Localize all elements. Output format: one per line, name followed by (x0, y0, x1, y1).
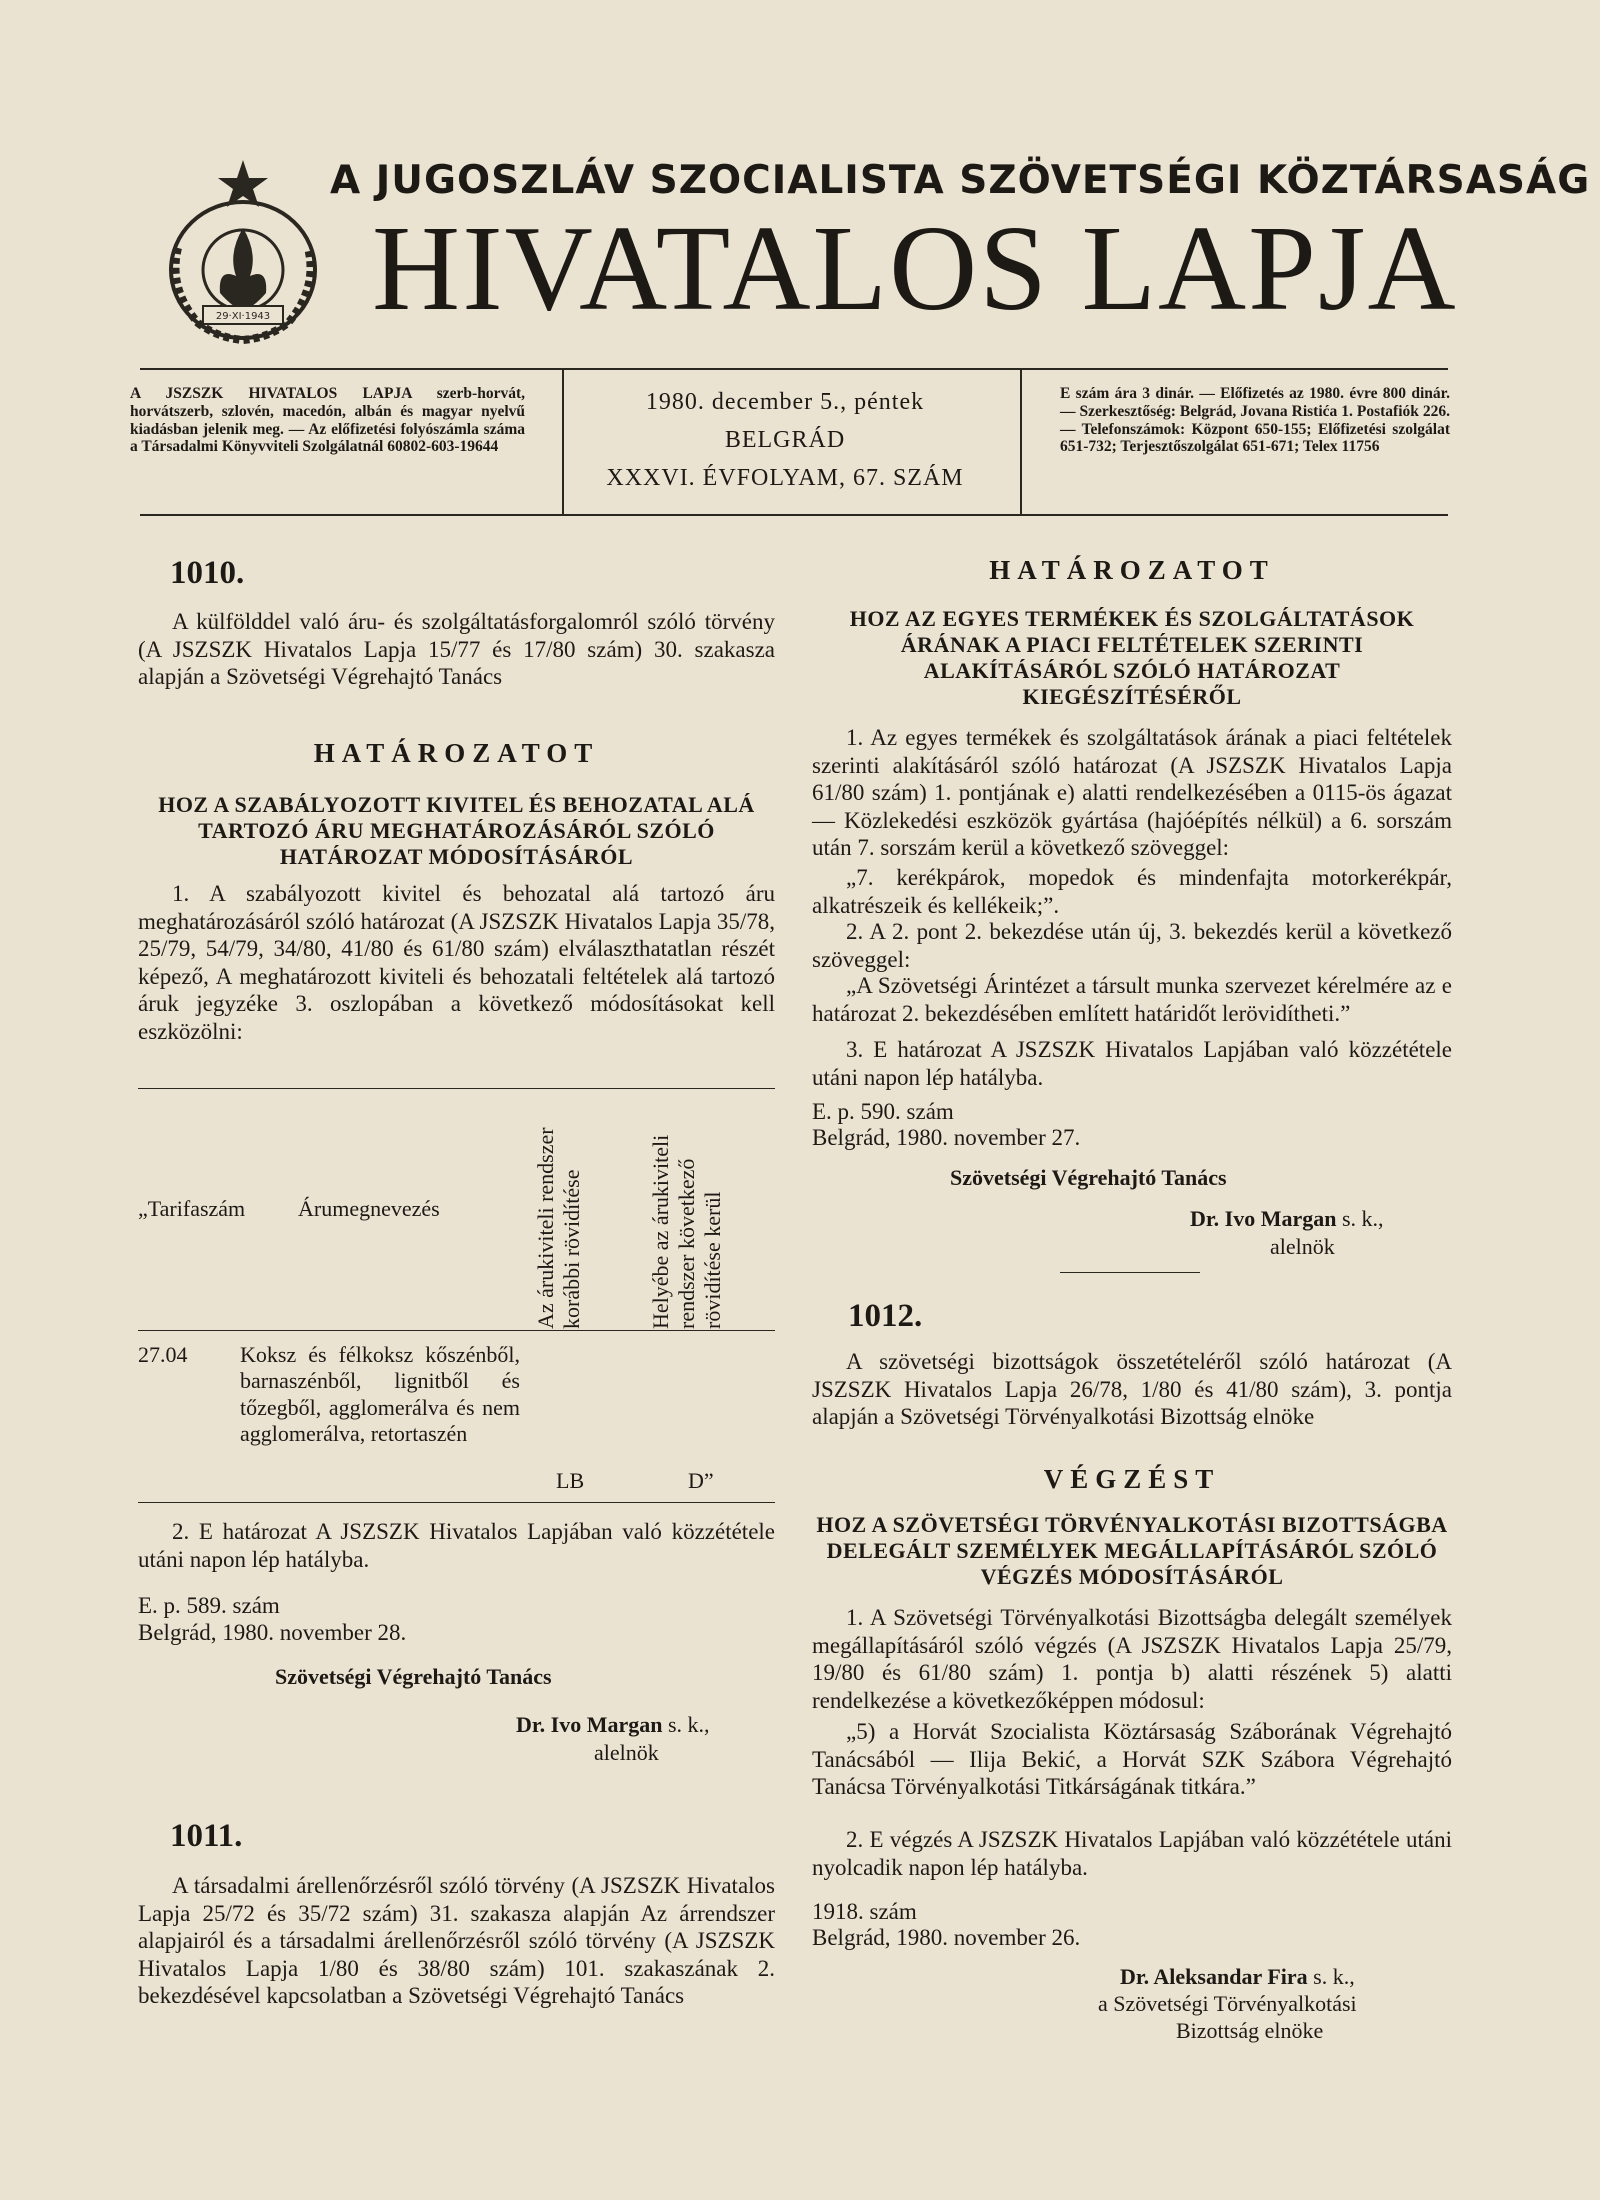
signer-name-cont: Dr. Ivo Margan (1190, 1206, 1337, 1231)
para-1-1012: 1. A Szövetségi Törvényalkotási Bizottságba delegált személyek megállapításáról szóló végzés (A JSZSZK Hivatalos Lapja 25/79, 19/80 és 61/80 szám) 1. pontja b) alatti részének 5) alatti rendelkezése a következőképpen módosul: (812, 1605, 1452, 1713)
signer-role-1012-line1: a Szövetségi Törvényalkotási (1098, 1991, 1357, 2016)
issue-number: XXXVI. ÉVFOLYAM, 67. SZÁM (606, 464, 964, 491)
cell-tariff: 27.04 (138, 1342, 188, 1367)
ref-1010: E. p. 589. szám (138, 1593, 280, 1618)
date-cont: Belgrád, 1980. november 27. (812, 1125, 1081, 1150)
state-emblem (148, 158, 338, 353)
header-divider-1 (562, 370, 564, 514)
para-3-cont: 3. E határozat A JSZSZK Hivatalos Lapjában való közzététele utáni napon lép hatályba. (812, 1037, 1452, 1090)
section-number-1010: 1010. (170, 555, 245, 591)
header-issue-info (565, 384, 1005, 498)
doc-type-cont: HATÁROZATOT (989, 555, 1275, 585)
para-2-1010: 2. E határozat A JSZSZK Hivatalos Lapjában való közzététele utáni napon lép hatályba. (138, 1519, 775, 1572)
para-2-cont: 2. A 2. pont 2. bekezdése után új, 3. bekezdés kerül a következő szöveggel: (812, 919, 1452, 972)
signature-1010 (516, 1712, 710, 1738)
table-bottom-rule (138, 1502, 775, 1503)
date-1012: Belgrád, 1980. november 26. (812, 1925, 1081, 1950)
signer-name-1012: Dr. Aleksandar Fira (1120, 1964, 1308, 1989)
emblem-icon (148, 158, 338, 353)
ref-cont: E. p. 590. szám (812, 1099, 954, 1124)
intro-1010: A külfölddel való áru- és szolgáltatásforgalomról szóló törvény (A JSZSZK Hivatalos Lapja 15/77 és 17/80 szám) 30. szakasza alapján a Szövetségi Végrehajtó Tanács (138, 609, 775, 690)
cell-old: LB (556, 1468, 585, 1493)
amendment-table (138, 1088, 775, 1508)
title-cont: HOZ AZ EGYES TERMÉKEK ÉS SZOLGÁLTATÁSOK ÁRÁNAK A PIACI FELTÉTELEK SZERINTI ALAKÍTÁSÁRÓL SZÓLÓ HATÁROZAT KIEGÉSZÍTÉSÉRŐL (849, 606, 1415, 709)
signer-role-1012-line2: Bizottság elnöke (1176, 2018, 1324, 2043)
header-subscription-info: A JSZSZK HIVATALOS LAPJA szerb-horvát, horvátszerb, szlovén, macedón, albán és magyar nyelvű kiadásban jelenik meg. — Az előfizetési folyószámla száma a Társadalmi Könyvviteli Szolgálatnál 60802-603-19644 (130, 385, 525, 456)
signer-name-1010: Dr. Ivo Margan (516, 1712, 663, 1737)
col-header-tariff: „Tarifaszám (138, 1196, 246, 1221)
signer-suffix-1012: s. k., (1313, 1964, 1355, 1989)
col-header-old: Az árukiviteli rendszer korábbi rövidítése (533, 1127, 584, 1329)
intro-1011: A társadalmi árellenőrzésről szóló törvény (A JSZSZK Hivatalos Lapja 25/72 és 35/72 szám) 31. szakasza alapján Az árrendszer alapjairól és a társadalmi árellenőrzésről szóló törvény (A JSZSZK Hivatalos Lapja 1/80 és 38/80 szám) 101. szakaszának 2. bekezdésével kapcsolatban a Szövetségi Végrehajtó Tanács (138, 1873, 775, 2009)
date-1010: Belgrád, 1980. november 28. (138, 1620, 407, 1645)
signature-cont (1190, 1206, 1384, 1232)
title-1010: HOZ A SZABÁLYOZOTT KIVITEL ÉS BEHOZATAL ALÁ TARTOZÓ ÁRU MEGHATÁROZÁSÁRÓL SZÓLÓ HATÁROZAT MÓDOSÍTÁSÁRÓL (158, 792, 755, 869)
para-1b-cont: „7. kerékpárok, mopedok és mindenfajta motorkerékpár, alkatrészeik és kellékeik;”. (812, 865, 1452, 918)
masthead-title: HIVATALOS LAPJA (372, 201, 1458, 336)
header-top-rule (140, 368, 1448, 370)
signer-role-cont: alelnök (1270, 1234, 1335, 1259)
issue-date: 1980. december 5., péntek (645, 389, 925, 415)
para-2-1012: 2. E végzés A JSZSZK Hivatalos Lapjában való közzététele utáni nyolcadik napon lép hatályba. (812, 1827, 1452, 1880)
table-row (138, 1342, 775, 1502)
table-header-rule (138, 1330, 775, 1331)
cell-new: D” (688, 1468, 714, 1493)
issuer-1010: Szövetségi Végrehajtó Tanács (275, 1664, 552, 1689)
issue-city: BELGRÁD (724, 426, 846, 453)
para-1-1010: 1. A szabályozott kivitel és behozatal alá tartozó áru meghatározásáról szóló határozat (A JSZSZK Hivatalos Lapja 35/78, 25/79, 54/79, 34/80, 41/80 és 61/80 szám) elválaszthatatlan részét képező, A meghatározott kiviteli és behozatali feltételek alá tartozó áruk jegyzéke 3. oszlopában a következő módosításokat kell eszközölni: (138, 881, 775, 1044)
section-number-1011: 1011. (170, 1818, 243, 1854)
emblem-date: 29·XI·1943 (215, 311, 271, 322)
section-separator (1060, 1272, 1200, 1273)
header-price-info: E szám ára 3 dinár. — Előfizetés az 1980. évre 800 dinár. — Szerkesztőség: Belgrád, Jovana Ristića 1. Postafiók 226. — Telefonszámok: Központ 650-155; Előfizetési szolgálat 651-732; Terjesztőszolgálat 651-671; Telex 11756 (1060, 385, 1450, 456)
section-number-1012: 1012. (848, 1298, 923, 1334)
cell-name: Koksz és félkoksz kőszénből, barnaszénből, lignitből és tőzegből, agglomerálva és nem agglomerálva, retortaszén (240, 1342, 520, 1447)
ref-1012: 1918. szám (812, 1899, 917, 1924)
col-header-name: Árumegnevezés (298, 1196, 440, 1221)
header-divider-2 (1020, 370, 1022, 514)
intro-1012: A szövetségi bizottságok összetételéről szóló határozat (A JSZSZK Hivatalos Lapja 26/78, 1/80 és 41/80 szám), 3. pontja alapján a Szövetségi Törvényalkotási Bizottság elnöke (812, 1349, 1452, 1430)
col-header-new: Helyébe az árukiviteli rendszer következő rövidítése kerül (648, 1134, 725, 1329)
doc-type-1010: HATÁROZATOT (313, 738, 600, 768)
para-2b-cont: „A Szövetségi Árintézet a társult munka szervezet kérelmére az e határozat 2. bekezdésében említett határidőt lerövidítheti.” (812, 973, 1452, 1026)
table-top-rule (138, 1088, 775, 1089)
header-bottom-rule (140, 514, 1448, 516)
para-1b-1012: „5) a Horvát Szocialista Köztársaság Száborának Végrehajtó Tanácsából — Ilija Bekić, a Horvát SZK Szábora Végrehajtó Tanácsa Törvényalkotási Titkárságának titkára.” (812, 1719, 1452, 1800)
signer-role-1010: alelnök (594, 1740, 659, 1765)
title-1012: HOZ A SZÖVETSÉGI TÖRVÉNYALKOTÁSI BIZOTTSÁGBA DELEGÁLT SZEMÉLYEK MEGÁLLAPÍTÁSÁRÓL SZÓLÓ VÉGZÉS MÓDOSÍTÁSÁRÓL (816, 1512, 1448, 1589)
doc-type-1012: VÉGZÉST (1043, 1464, 1221, 1494)
signature-1012 (1120, 1964, 1355, 1990)
signer-suffix-cont: s. k., (1341, 1206, 1384, 1231)
issuer-cont: Szövetségi Végrehajtó Tanács (950, 1165, 1227, 1190)
masthead-country: A JUGOSZLÁV SZOCIALISTA SZÖVETSÉGI KÖZTÁRSASÁG (330, 158, 1591, 203)
signer-suffix-1010: s. k., (667, 1712, 710, 1737)
para-1-cont: 1. Az egyes termékek és szolgáltatások árának a piaci feltételek szerinti alakításáról szóló határozat (A JSZSZK Hivatalos Lapja 61/80 szám) 1. pontjának e) alatti rendelkezésében a 0115-ös ágazat — Közlekedési eszközök gyártása (hajóépítés nélkül) a 6. sorszám után 7. sorszám kerül a következő szöveggel: (812, 725, 1452, 861)
